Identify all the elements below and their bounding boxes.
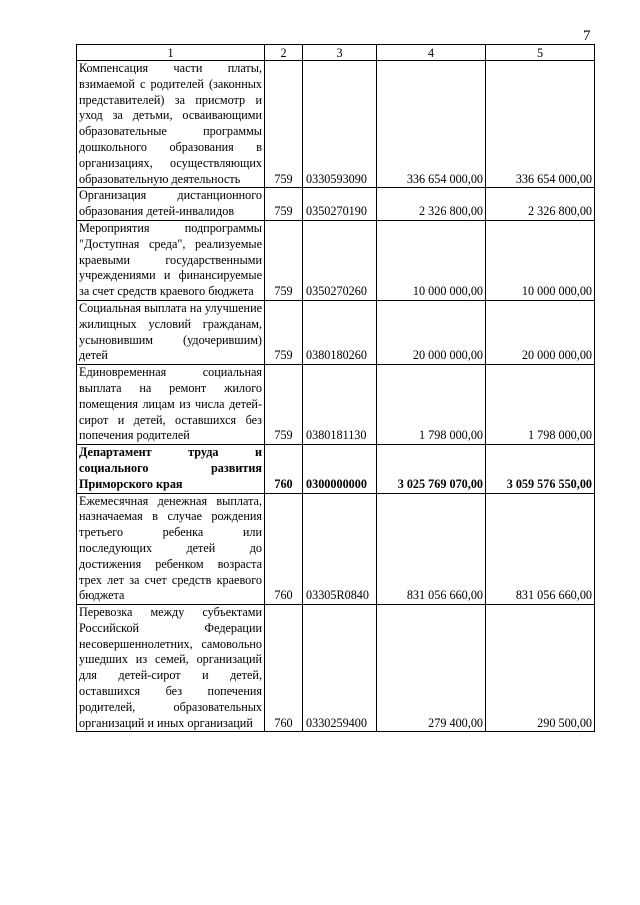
amount-year2-cell: 10 000 000,00 — [486, 220, 595, 300]
amount-year2-cell: 336 654 000,00 — [486, 61, 595, 188]
amount-year2-cell: 20 000 000,00 — [486, 300, 595, 364]
ministry-code-cell: 760 — [265, 445, 303, 493]
target-article-cell: 0350270260 — [303, 220, 377, 300]
row-name-cell: Перевозка между субъектами Российской Федерации несовершеннолетних, самовольно ушедших из семей, организаций для детей-сирот и детей, оставшихся без попечения родителей, образовательных организаций и иных организаций — [77, 605, 265, 732]
budget-table — [76, 44, 595, 732]
amount-year1-cell: 1 798 000,00 — [377, 365, 486, 445]
ministry-code-cell: 759 — [265, 365, 303, 445]
target-article-cell: 0330259400 — [303, 605, 377, 732]
target-article-cell: 0330593090 — [303, 61, 377, 188]
amount-year2-cell: 290 500,00 — [486, 605, 595, 732]
amount-year2-cell: 2 326 800,00 — [486, 188, 595, 221]
amount-year2-cell: 3 059 576 550,00 — [486, 445, 595, 493]
header-col-3: 3 — [303, 45, 377, 61]
table-body — [77, 61, 595, 732]
table-row — [77, 605, 595, 732]
table-row — [77, 365, 595, 445]
page-number: 7 — [583, 28, 591, 44]
amount-year1-cell: 20 000 000,00 — [377, 300, 486, 364]
target-article-cell: 0300000000 — [303, 445, 377, 493]
row-name-cell: Компенсация части платы, взимаемой с родителей (законных представителей) за присмотр и уход за детьми, осваивающими образовательные программы дошкольного образования в организациях, осуществляющих образовательную деятельность — [77, 61, 265, 188]
amount-year1-cell: 336 654 000,00 — [377, 61, 486, 188]
row-name-cell: Мероприятия подпрограммы "Доступная среда", реализуемые краевыми государственными учреждениями и финансируемые за счет средств краевого бюджета — [77, 220, 265, 300]
amount-year2-cell: 1 798 000,00 — [486, 365, 595, 445]
amount-year1-cell: 2 326 800,00 — [377, 188, 486, 221]
header-col-2: 2 — [265, 45, 303, 61]
amount-year1-cell: 10 000 000,00 — [377, 220, 486, 300]
table-row — [77, 300, 595, 364]
ministry-code-cell: 759 — [265, 61, 303, 188]
table-row — [77, 61, 595, 188]
header-row — [77, 45, 595, 61]
header-col-1: 1 — [77, 45, 265, 61]
table-row — [77, 220, 595, 300]
target-article-cell: 0350270190 — [303, 188, 377, 221]
amount-year1-cell: 3 025 769 070,00 — [377, 445, 486, 493]
amount-year1-cell: 831 056 660,00 — [377, 493, 486, 605]
target-article-cell: 0380180260 — [303, 300, 377, 364]
row-name-cell: Ежемесячная денежная выплата, назначаемая в случае рождения третьего ребенка или последующих детей до достижения ребенком возраста трех лет за счет средств краевого бюджета — [77, 493, 265, 605]
row-name-cell: Единовременная социальная выплата на ремонт жилого помещения лицам из числа детей-сирот и детей, оставшихся без попечения родителей — [77, 365, 265, 445]
header-col-5: 5 — [486, 45, 595, 61]
row-name-cell: Организация дистанционного образования детей-инвалидов — [77, 188, 265, 221]
row-name-cell: Департамент труда и социального развития Приморского края — [77, 445, 265, 493]
ministry-code-cell: 759 — [265, 220, 303, 300]
target-article-cell: 03305R0840 — [303, 493, 377, 605]
ministry-code-cell: 759 — [265, 188, 303, 221]
target-article-cell: 0380181130 — [303, 365, 377, 445]
ministry-code-cell: 760 — [265, 605, 303, 732]
amount-year1-cell: 279 400,00 — [377, 605, 486, 732]
table-row — [77, 188, 595, 221]
ministry-code-cell: 759 — [265, 300, 303, 364]
amount-year2-cell: 831 056 660,00 — [486, 493, 595, 605]
table-row — [77, 493, 595, 605]
header-col-4: 4 — [377, 45, 486, 61]
ministry-code-cell: 760 — [265, 493, 303, 605]
table-header — [77, 45, 595, 61]
table-row — [77, 445, 595, 493]
row-name-cell: Социальная выплата на улучшение жилищных условий гражданам, усыновившим (удочерившим) детей — [77, 300, 265, 364]
